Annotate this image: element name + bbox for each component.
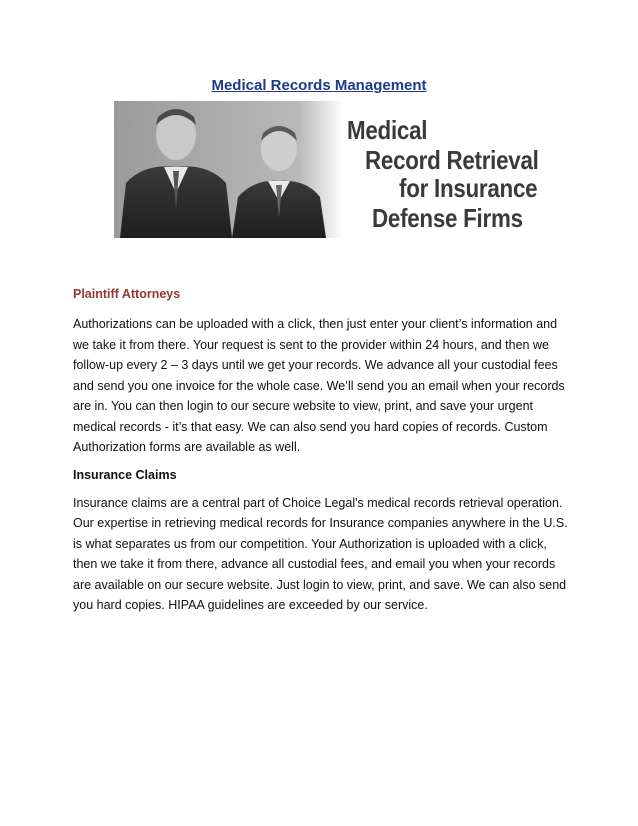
- document-body: [73, 287, 573, 616]
- document-title: Medical Records Management: [211, 77, 427, 94]
- section-body-insurance: Insurance claims are a central part of Choice Legal's medical records retrieval operation. Our expertise in retrieving medical records for Insurance companies anywhere in the U.S. is what separates us from our competition. Your Authorization is uploaded with a click, then we take it from there, advance all custodial fees, and email you when your records are available on our secure website. Just login to view, print, and save. We can also send you hard copies. HIPAA guidelines are exceeded by our service.: [73, 495, 568, 612]
- banner-line-1: Medical: [347, 115, 428, 145]
- banner-line-4: Defense Firms: [372, 203, 523, 233]
- banner-image: [114, 101, 539, 238]
- banner-line-2: Record Retrieval: [365, 145, 539, 175]
- section-body-plaintiff: Authorizations can be uploaded with a click, then just enter your client’s information and we take it from there. Your request is sent to the provider within 24 hours, and then we follow-up every 2 – 3 days until we get your records. We advance all your custodial fees and send you one invoice for the whole case. We’ll send you an email when your records are in. You can then login to our secure website to view, print, and save your urgent medical records - it’s that easy. We can also send you hard copies of records. Custom Authorization forms are available as well.: [73, 317, 565, 454]
- banner-line-3: for Insurance: [399, 173, 538, 203]
- section-heading-plaintiff: Plaintiff Attorneys: [73, 287, 181, 301]
- section-heading-insurance: Insurance Claims: [73, 467, 177, 482]
